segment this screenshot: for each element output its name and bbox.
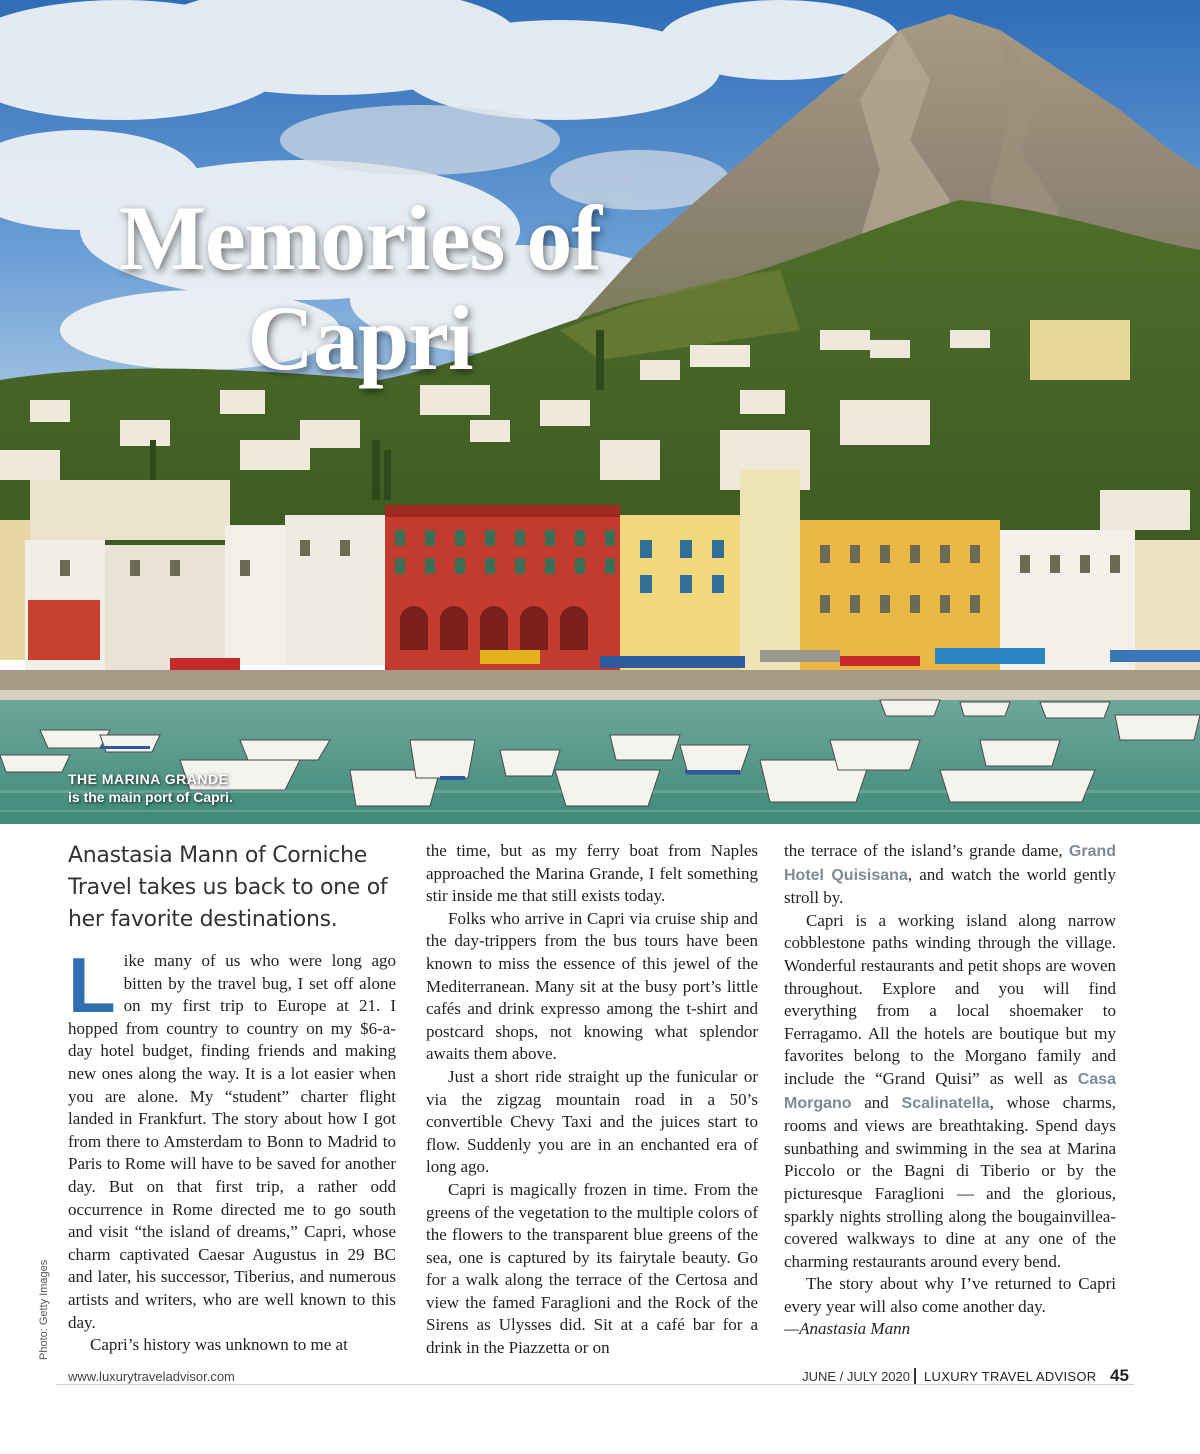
photo-credit: Photo: Getty Images bbox=[38, 1259, 50, 1360]
paragraph-5: Just a short ride straight up the funicular or via the zigzag mountain road in a 50’s convertible Chevy Taxi and the juices start to flow. Suddenly you are in an enchanted era of long ago. bbox=[426, 1066, 758, 1177]
page-number: 45 bbox=[1110, 1366, 1129, 1385]
paragraph-2: Capri’s history was unknown to me at bbox=[90, 1335, 348, 1355]
photo-caption bbox=[68, 770, 233, 806]
drop-cap: L bbox=[68, 941, 116, 1029]
article-column-1 bbox=[68, 840, 396, 1357]
caption-heading: THE MARINA GRANDE bbox=[68, 771, 229, 787]
paragraph-8-and: and bbox=[864, 1092, 889, 1112]
paragraph-1 bbox=[68, 941, 396, 1334]
footer-magazine-name: LUXURY TRAVEL ADVISOR bbox=[924, 1369, 1097, 1384]
hotel-name-scalinatella: Scalinatella bbox=[901, 1094, 990, 1112]
paragraph-7-text-a: the terrace of the island’s grande dame, bbox=[784, 841, 1063, 860]
article-column-2 bbox=[426, 840, 758, 1360]
paragraph-7-text-b: , and watch the world gently stroll by. bbox=[784, 864, 1116, 908]
paragraph-7 bbox=[784, 840, 1116, 910]
paragraph-8-text-b: , whose charms, rooms and views are breathtaking. Spend days sunbathing and swimming in the sea at Marina Piccolo or the Bagni di Tiberio or by the picturesque Faraglioni — and the glorious, sparkly nights strolling along the bougainvillea-covered walkways to dine at any one of the charming restaurants around every bend. bbox=[784, 1092, 1117, 1271]
paragraph-8 bbox=[784, 910, 1116, 1274]
article-title bbox=[80, 188, 640, 388]
article-deck: Anastasia Mann of Corniche Travel takes us back to one of her favorite destinations. bbox=[68, 843, 388, 932]
footer-website: www.luxurytraveladvisor.com bbox=[68, 1369, 235, 1384]
title-line-2: Capri bbox=[247, 286, 473, 389]
footer-separator bbox=[914, 1368, 916, 1384]
hotel-name-quisisana: Grand Hotel Quisisana bbox=[784, 843, 1117, 884]
author-signature: —Anastasia Mann bbox=[784, 1319, 911, 1339]
article-column-3 bbox=[784, 840, 1116, 1341]
caption-text: is the main port of Capri. bbox=[68, 789, 233, 805]
paragraph-9: The story about why I’ve returned to Capri every year will also come another day. bbox=[784, 1274, 1116, 1316]
paragraph-1-text: ike many of us who were long ago bitten by the travel bug, I set off alone on my first trip to Europe at 21. I hopped from country to country on my $6-a-day hotel budget, finding friends and making new ones along the way. It is a lot easier when you are alone. My “student” charter flight landed in Frankfurt. The story about how I got from there to Amsterdam to Bonn to Madrid to Paris to Rome will have to be saved for another day. But on that first trip, a rather odd occurrence in Rome directed me to go south and visit “the island of dreams,” Capri, whose charm captivated Caesar Augustus in 29 BC and later, his successor, Tiberius, and numerous artists and writers, who are well known to this day. bbox=[68, 951, 396, 1332]
paragraph-6: Capri is magically frozen in time. From the greens of the vegetation to the multiple colors of the flowers to the transparent blue greens of the sea, one is captured by its fairytale beauty. Go for a walk along the terrace of the Certosa and view the famed Faraglioni and the Rock of the Sirens as Ulysses did. Sit at a café bar for a drink in the Piazzetta or on bbox=[426, 1179, 758, 1358]
footer-issue-date: JUNE / JULY 2020 bbox=[802, 1369, 910, 1384]
paragraph-4: Folks who arrive in Capri via cruise ship and the day-trippers from the bus tours have been known to miss the essence of this jewel of the Mediterranean. Many sit at the busy port’s little cafés and drink expresso among the t-shirt and postcard shops, not knowing what splendor awaits them above. bbox=[426, 908, 758, 1064]
footer-divider bbox=[56, 1384, 1134, 1385]
paragraph-8-text-a: Capri is a working island along narrow cobblestone paths winding through the village. Wonderful restaurants and petit shops are woven throughout. Explore and you will find everything from a local shoemaker to Ferragamo. All the hotels are boutique but my favorites belong to the Morgano family and include the “Grand Quisi” as well as bbox=[784, 910, 1116, 1088]
title-line-1: Memories of bbox=[119, 186, 601, 289]
paragraph-3: the time, but as my ferry boat from Naples approached the Marina Grande, I felt something stir inside me that still exists today. bbox=[426, 841, 758, 906]
hotel-name-casa-morgano: Casa Morgano bbox=[784, 1070, 1117, 1112]
